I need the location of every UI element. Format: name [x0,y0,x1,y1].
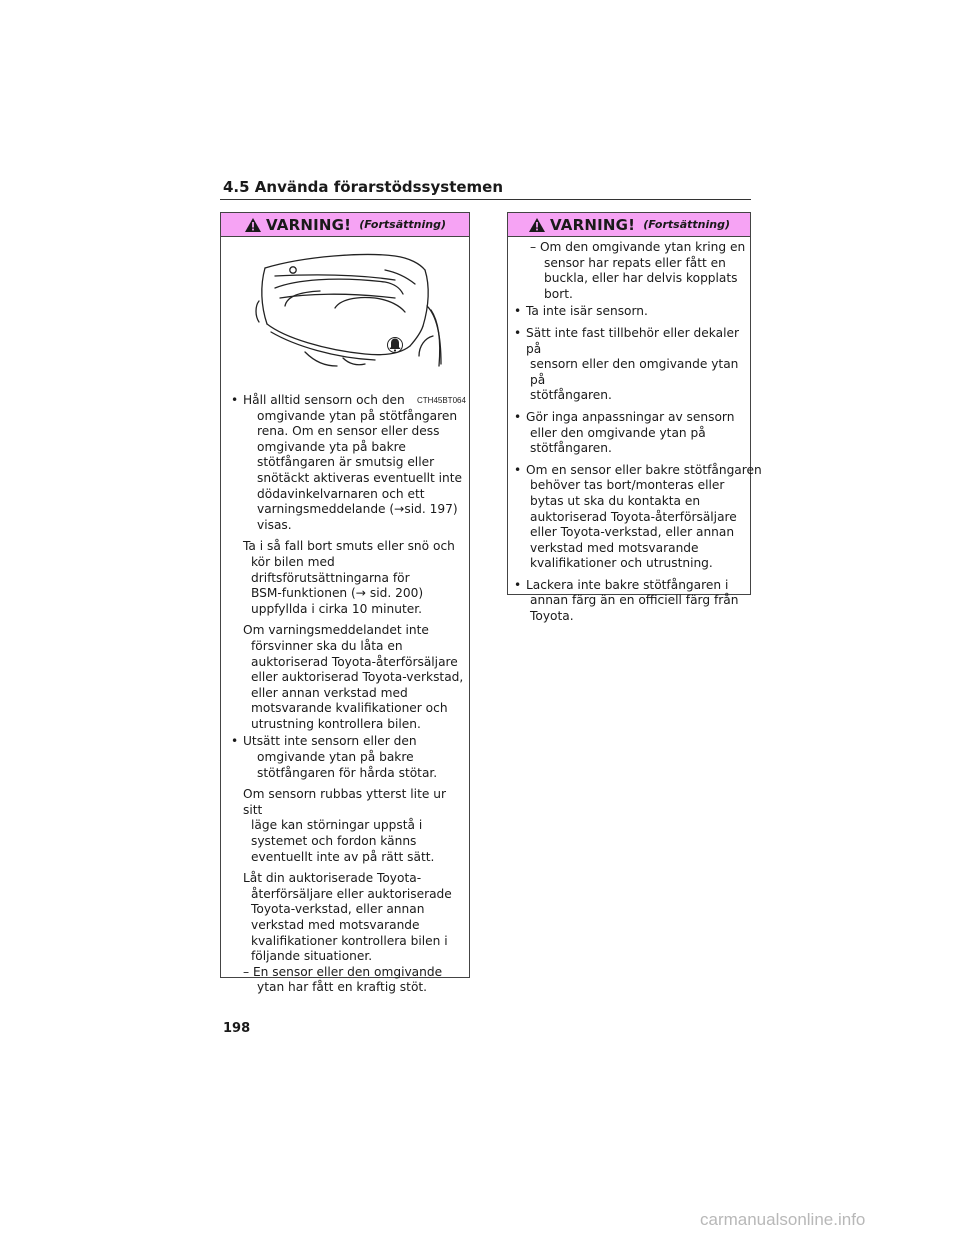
text-line: eller annan verkstad med [251,685,408,700]
bullet-text [526,578,750,625]
text-line: dödavinkelvarnaren och ett [257,486,425,501]
text-line: eller auktoriserad Toyota-verkstad, [251,670,464,685]
text-line: snötäckt aktiveras eventuellt inte [257,470,463,485]
text-line: motsvarande kvalifikationer och [251,701,448,716]
text-line: auktoriserad Toyota-återförsäljare [251,654,458,669]
text-line: visas. [257,517,292,532]
text-line: BSM-funktionen (→ sid. 200) [251,586,424,601]
text-line: Om varningsmeddelandet inte [243,623,429,638]
bullet-dot: • [514,462,522,477]
text-line: Sätt inte fast tillbehör eller dekaler på [526,325,739,356]
text-line: stötfångaren. [530,388,612,403]
text-line: Ta inte isär sensorn. [526,304,648,319]
text-line: varningsmeddelande (→sid. 197) [257,502,458,517]
bullet-dot: • [231,734,239,749]
bullet-no-impact [229,734,467,781]
warning-triangle-icon [528,217,546,233]
text-line: driftsförutsättningarna för [251,570,410,585]
bullet-dot: • [514,325,522,340]
bullet-text [526,304,750,320]
paragraph-dealer-check [243,871,467,965]
text-line: – En sensor eller den omgivande [243,964,443,979]
text-line: Ta i så fall bort smuts eller snö och [243,539,455,554]
watermark-text: carmanualsonline.info [700,1210,866,1229]
text-line: rena. Om en sensor eller dess [257,424,440,439]
text-line: Om en sensor eller bakre stötfångaren [526,462,762,477]
text-line: eller Toyota-verkstad, eller annan [530,525,735,540]
bullet-no-accessories [512,326,750,404]
paragraph-sensor-shift [243,787,467,865]
warning-label: VARNING! [550,215,636,234]
text-line: Utsätt inte sensorn eller den [243,734,417,749]
text-line: Håll alltid sensorn och den [243,393,405,407]
bell-icon [388,338,403,353]
text-line: omgivande ytan på bakre [257,750,414,765]
text-line: stötfångaren för hårda stötar. [257,765,438,780]
bullet-dot: • [514,577,522,592]
warning-header-left [221,213,469,237]
bullet-replacement [512,462,762,572]
bullet-text [526,326,750,404]
paragraph-clean-snow [243,539,467,617]
bullet-text [526,462,762,572]
warning-continued: (Fortsättning) [643,218,730,231]
section-rule [220,199,751,200]
text-line: stötfångaren. [530,441,612,456]
text-line: Toyota. [530,609,574,624]
bullet-dot: • [514,304,522,319]
text-line: läge kan störningar uppstå i [251,818,423,833]
text-line: omgivande yta på bakre [257,439,406,454]
text-line: uppfyllda i cirka 10 minuter. [251,601,423,616]
paragraph-warning-persist [243,623,467,732]
bullet-keep-clean [229,393,467,533]
text-line: omgivande ytan på stötfångaren [257,408,458,423]
warning-continued: (Fortsättning) [359,218,446,231]
text-line: kör bilen med [251,554,335,569]
bullet-no-modifications [512,410,750,457]
text-line: auktoriserad Toyota-återförsäljare [530,509,737,524]
text-line: sensor har repats eller fått en [544,255,726,270]
warning-header-right [508,213,750,237]
text-line: Låt din auktoriserade Toyota- [243,871,422,886]
bullet-text [243,734,467,781]
bullet-text [526,410,750,457]
warning-label: VARNING! [266,215,352,234]
text-line: annan färg än en officiell färg från [530,593,739,608]
text-line: eventuellt inte av på rätt sätt. [251,849,435,864]
warning-box-left [220,212,470,995]
bullet-no-disassemble [512,304,750,320]
rear-bumper-drawing [245,246,445,386]
text-line: försvinner ska du låta en [251,638,403,653]
bullet-text [243,393,467,533]
dash-item-scratched [530,240,750,302]
page-number: 198 [223,1021,251,1036]
text-line: ytan har fått en kraftig stöt. [257,980,428,995]
text-line: återförsäljare eller auktoriserade [251,886,452,901]
text-line: utrustning kontrollera bilen. [251,716,421,731]
text-line: systemet och fordon känns [251,834,417,849]
text-line: buckla, eller har delvis kopplats [544,271,738,286]
text-line: sensorn eller den omgivande ytan på [530,357,739,387]
text-line: eller den omgivande ytan på [530,425,706,440]
text-line: Lackera inte bakre stötfångaren i [526,577,729,592]
text-line: verkstad med motsvarande [251,918,420,932]
text-line: behöver tas bort/monteras eller [530,478,725,493]
warning-box-right [507,212,762,624]
bullet-no-repaint [512,578,750,625]
text-line: kvalifikationer kontrollera bilen i [251,933,448,948]
text-line: bytas ut ska du kontakta en [530,493,701,508]
dash-item-strong-impact [243,965,467,996]
text-line: – Om den omgivande ytan kring en [530,240,746,254]
text-line: Toyota-verkstad, eller annan [251,902,425,917]
left-warning-text [229,393,467,996]
right-warning-text [512,240,762,631]
text-line: bort. [544,286,573,301]
bullet-dot: • [514,409,522,424]
text-line: Om sensorn rubbas ytterst lite ur sitt [243,787,446,817]
text-line: stötfångaren är smutsig eller [257,455,435,470]
text-line: kvalifikationer och utrustning. [530,556,713,571]
section-title: 4.5 Använda förarstödssystemen [223,178,504,196]
text-line: Gör inga anpassningar av sensorn [526,409,735,424]
bullet-dot: • [231,393,239,407]
text-line: följande situationer. [251,949,373,964]
figure-code: CTH45BT064 [417,396,466,405]
text-line: verkstad med motsvarande [530,540,699,555]
warning-triangle-icon [244,217,262,233]
